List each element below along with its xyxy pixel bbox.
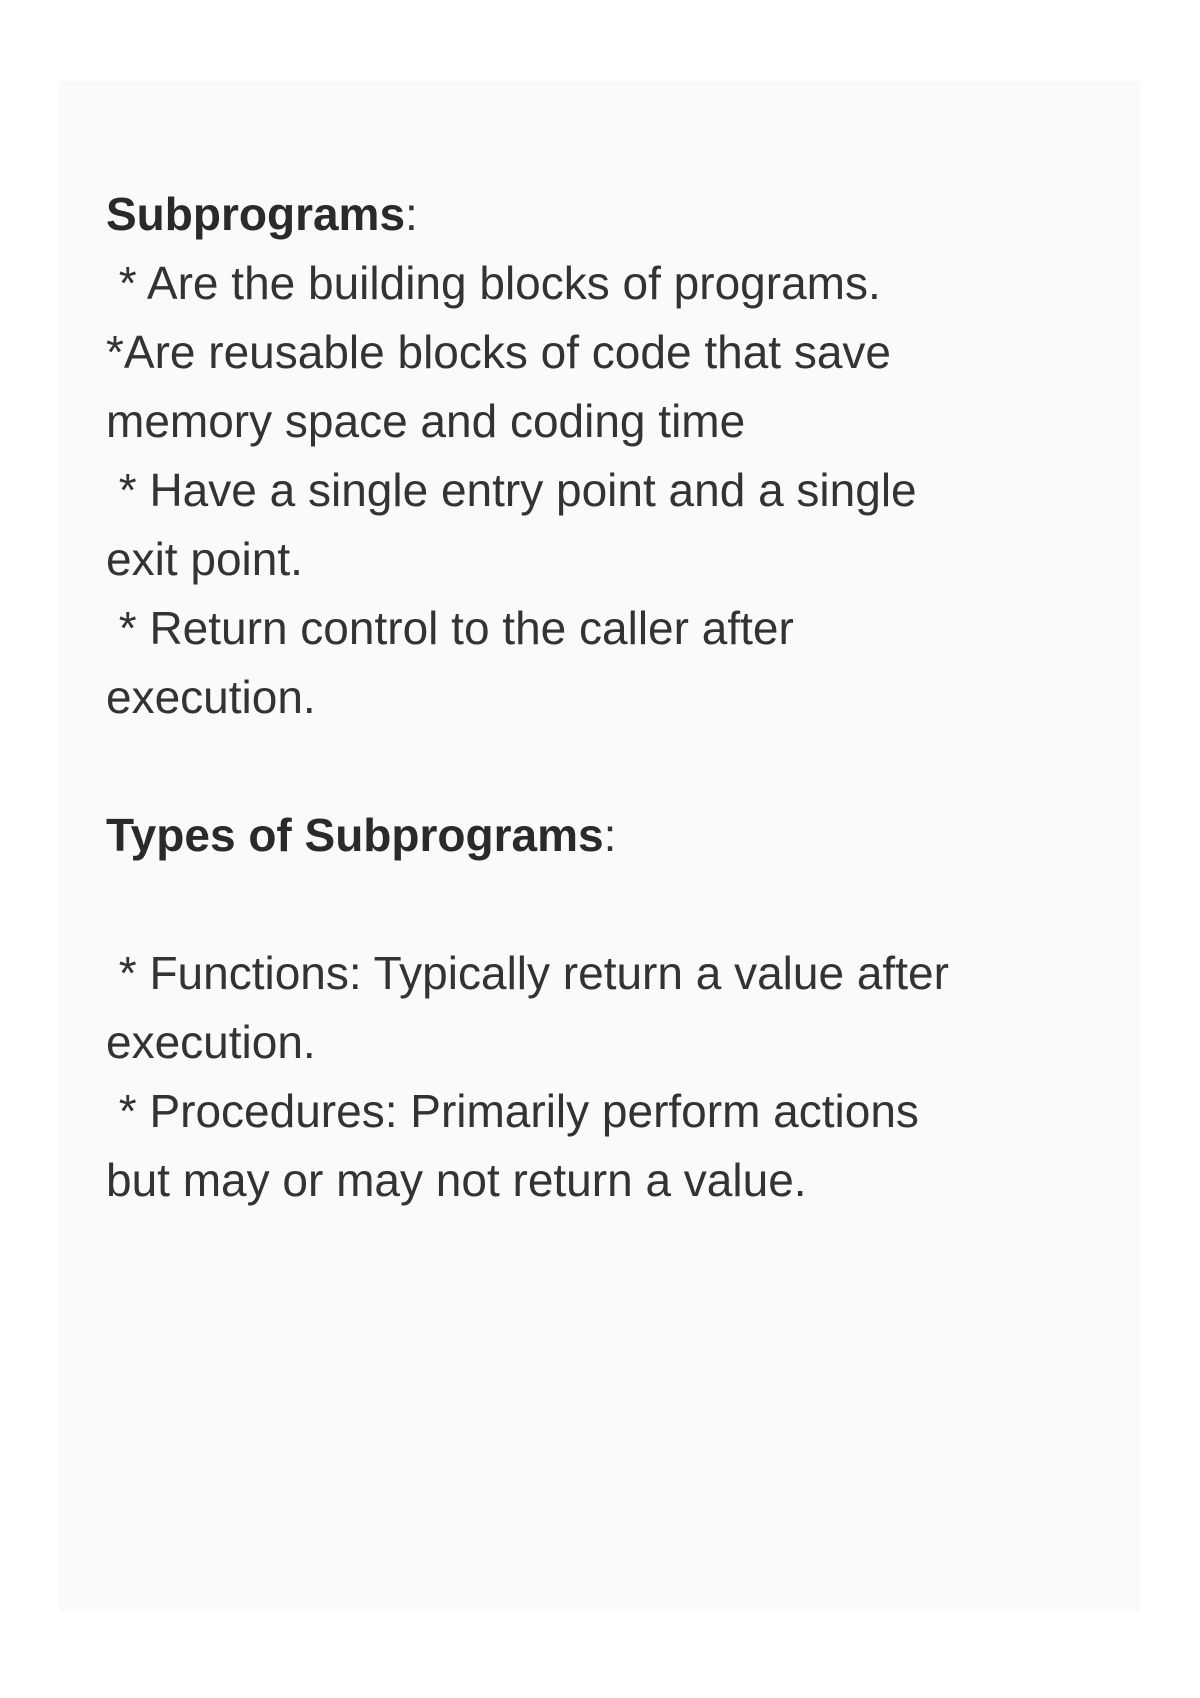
text-line: memory space and coding time: [106, 395, 746, 447]
text-line: * Return control to the caller after: [106, 602, 794, 654]
text-line: but may or may not return a value.: [106, 1154, 807, 1206]
blank-line: [106, 732, 1106, 801]
heading-colon: :: [603, 809, 617, 861]
text-line: execution.: [106, 1016, 316, 1068]
text-line: execution.: [106, 671, 316, 723]
heading-text: Subprograms: [106, 188, 406, 240]
heading-colon: :: [405, 188, 418, 240]
text-line: * Procedures: Primarily perform actions: [106, 1085, 919, 1137]
heading-types-of-subprograms: [106, 801, 1106, 870]
heading-subprograms: [106, 180, 1106, 249]
text-line: *Are reusable blocks of code that save: [106, 326, 892, 378]
note-content: [106, 180, 1106, 1215]
blank-line: [106, 870, 1106, 939]
text-line: * Are the building blocks of programs.: [106, 257, 881, 309]
heading-text: Types of Subprograms: [106, 809, 604, 861]
text-line: exit point.: [106, 533, 303, 585]
text-line: * Functions: Typically return a value after: [106, 947, 949, 999]
text-line: * Have a single entry point and a single: [106, 464, 917, 516]
